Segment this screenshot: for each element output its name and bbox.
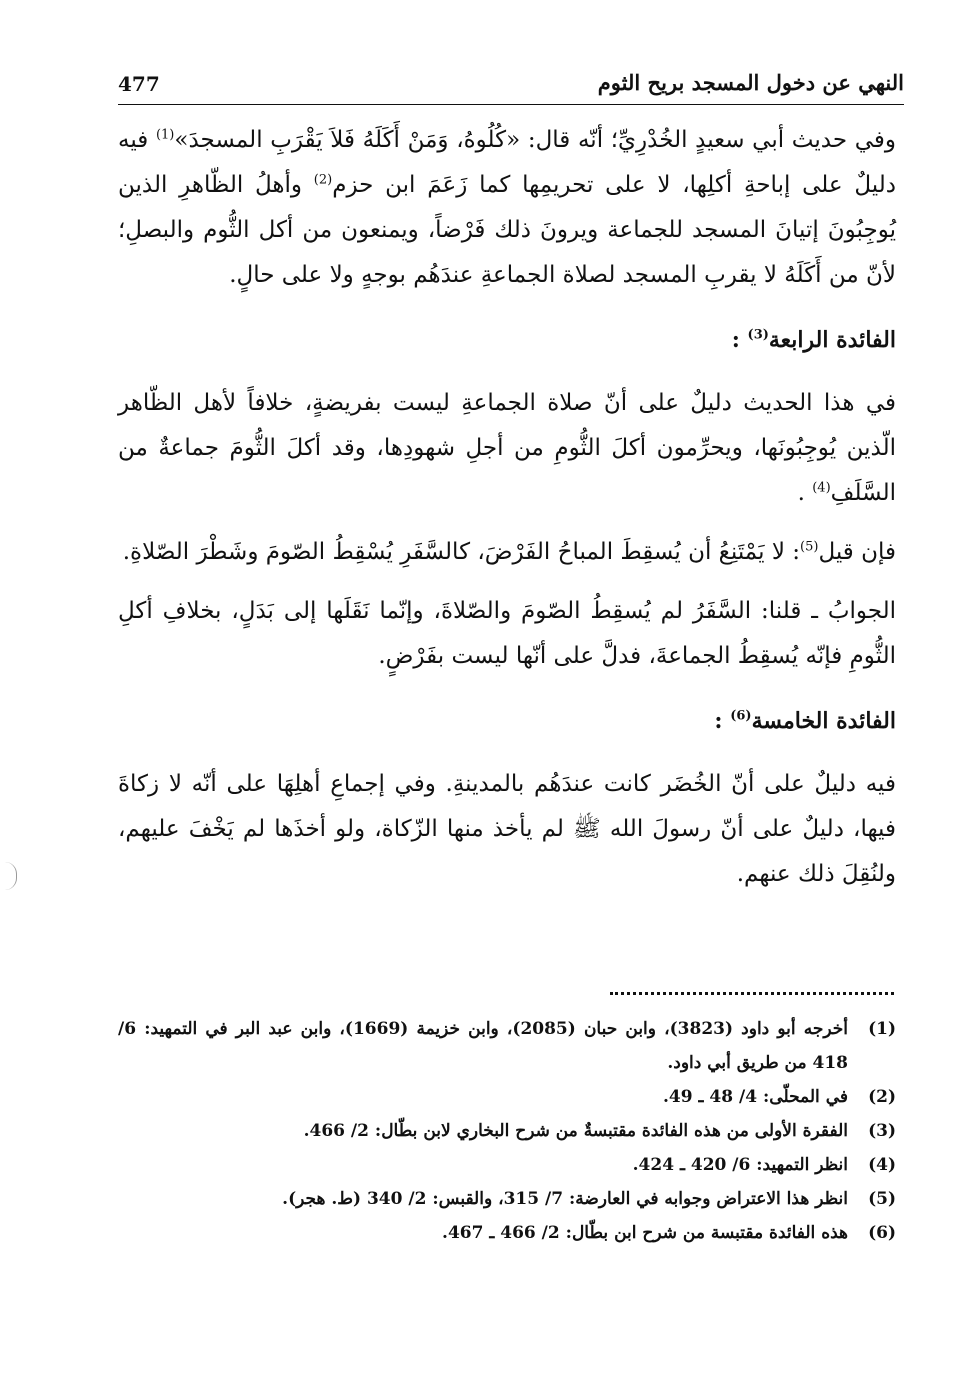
footnote-text: هذه الفائدة مقتبسة من شرح ابن بطّال: 2/ 466 ـ 467. — [442, 1223, 848, 1243]
footnote-text: انظر التمهيد: 6/ 420 ـ 424. — [632, 1155, 848, 1175]
heading-fifth-label: الفائدة الخامسة — [751, 708, 896, 734]
page-header — [118, 70, 904, 105]
footnote-number: (1) — [868, 1019, 896, 1039]
footnote-number: (6) — [868, 1223, 896, 1243]
footnote-text: في المحلّى: 4/ 48 ـ 49. — [663, 1087, 848, 1107]
footnote-number: (5) — [868, 1189, 896, 1209]
footnotes — [118, 1012, 896, 1250]
paragraph-1-part-c: وأهلُ الظّاهرِ الذين يُوجِبُونَ إتيانَ المسجد للجماعة ويرونَ ذلك فَرْضاً، ويمنعون من أكل الثُّوم والبصلِ؛ لأنّ من أَكَلَهُ لا يقربِ المسجد لصلاة الجماعةِ عندَهُم بوجهٍ ولا على حالٍ. — [118, 172, 896, 288]
paragraph-2 — [118, 381, 896, 516]
paragraph-1-part-a: وفي حديث أبي سعيدٍ الخُدْرِيِّ؛ أنّه قال: «كُلُوهُ، وَمَنْ أَكَلَهُ فَلاَ يَقْرَبِ المسجدَ» — [174, 127, 897, 153]
paragraph-1-part-b: فيه دليلٌ على إباحةِ أكلِها، لا على تحريمِها كما زَعَمَ ابن حزم — [118, 127, 896, 198]
footnote-text: أخرجه أبو داود (3823)، وابن حبان (2085)، وابن خزيمة (1669)، وابن عبد البر في التمهيد: 6/ 418 من طريق أبي داود. — [118, 1019, 848, 1073]
footnote-1 — [118, 1012, 896, 1080]
paragraph-4: الجوابُ ـ قلنا: السَّفَرُ لم يُسقِطُ الصّومَ والصّلاةَ، وإنّما نَقَلَها إلى بَدَلٍ، بخلافِ أكلِ الثُّومِ فإنّه يُسقِطُ الجماعةَ، فدلَّ على أنّها ليست بفَرْضٍ. — [118, 598, 896, 669]
footnote-number: (3) — [868, 1121, 896, 1141]
footnote-4 — [118, 1148, 896, 1182]
footnote-ref-5: (5) — [800, 539, 819, 555]
scan-margin-mark — [2, 862, 17, 890]
paragraph-1 — [118, 118, 896, 298]
heading-fourth-benefit — [118, 318, 896, 363]
heading-fifth-benefit — [118, 699, 896, 744]
paragraph-2-text: في هذا الحديث دليلٌ على أنّ صلاة الجماعةِ ليست بفريضةٍ، خلافاً لأهل الظّاهر الّذين يُوجِبُونَها، ويحرِّمون أكلَ الثُّومِ من أجلِ شهودِها، وقد أكلَ الثُّومَ جماعةٌ من السَّلَفِ — [118, 390, 896, 506]
paragraph-3-part-b: : لا يَمْتَنِعُ أن يُسقِطَ المباحُ الفَرْضَ، كالسَّفَرِ يُسْقِطُ الصّومَ وشَطْرَ الصّلاةِ. — [122, 539, 800, 565]
footnote-ref-2: (2) — [313, 172, 333, 188]
heading-fourth-label: الفائدة الرابعة — [768, 327, 896, 353]
heading-fifth-colon: : — [714, 708, 723, 734]
footnote-ref-3: (3) — [747, 327, 769, 343]
paragraph-3-part-a: فإن قيل — [818, 539, 896, 565]
footnote-2 — [118, 1080, 896, 1114]
footnote-text: انظر هذا الاعتراض وجوابه في العارضة: 7/ 315، والقبس: 2/ 340 (ط. هجر). — [282, 1189, 848, 1209]
footnote-6 — [118, 1216, 896, 1250]
footnote-5 — [118, 1182, 896, 1216]
footnote-text: الفقرة الأولى من هذه الفائدة مقتبسةٌ من شرح البخاري لابن بطّال: 2/ 466. — [303, 1121, 848, 1141]
footnote-3 — [118, 1114, 896, 1148]
running-title: النهي عن دخول المسجد بريح الثوم — [597, 70, 904, 95]
footnote-separator — [610, 992, 894, 995]
heading-fourth-colon: : — [731, 327, 740, 353]
paragraph-2-end: . — [797, 480, 805, 506]
footnote-number: (4) — [868, 1155, 896, 1175]
footnote-number: (2) — [868, 1087, 896, 1107]
paragraph-3 — [118, 530, 896, 575]
page-number: 477 — [118, 72, 160, 96]
main-text — [118, 118, 896, 911]
footnote-ref-4: (4) — [812, 480, 831, 496]
footnote-ref-6: (6) — [730, 708, 752, 724]
footnote-ref-1: (1) — [155, 127, 175, 143]
paragraph-5: فيه دليلٌ على أنّ الخُضَر كانت عندَهُم بالمدينةِ. وفي إجماعِ أهلِهَا على أنّه لا زكاةَ فيها، دليلٌ على أنّ رسولَ الله ﷺ لم يأخذ منها الزّكاة، ولو أخذَها لم يَخْفَ عليهم، ولنُقِلَ ذلك عنهم. — [118, 771, 896, 887]
